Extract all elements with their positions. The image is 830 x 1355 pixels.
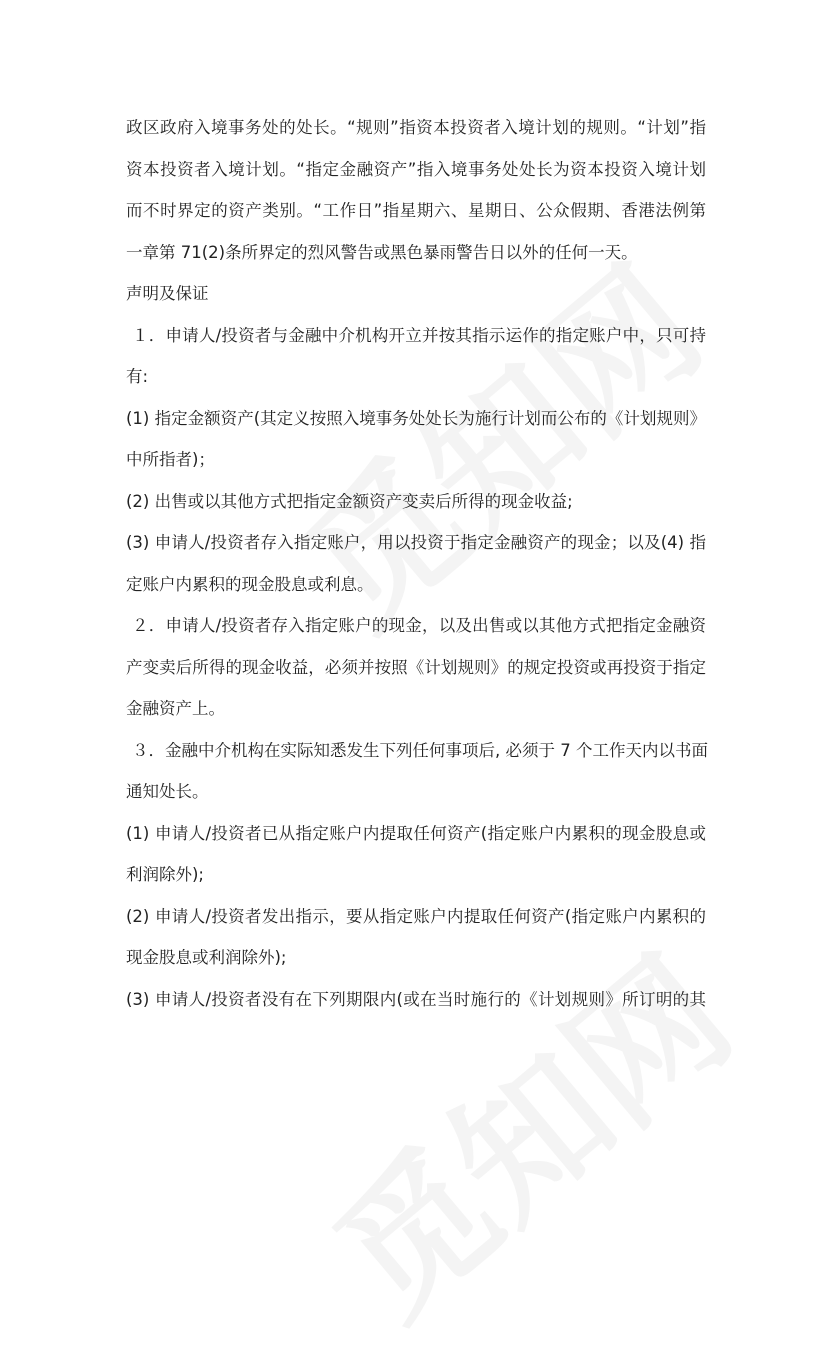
- text-line: 资本投资者入境计划。“指定金融资产”指入境事务处处长为资本投资入境计划: [126, 159, 706, 179]
- clause-3: ３．金融中介机构在实际知悉发生下列任何事项后, 必须于 7 个工作天内以书面: [132, 740, 708, 760]
- text-line: 政区政府入境事务处的处长。“规则”指资本投资者入境计划的规则。“计划”指: [126, 118, 706, 137]
- text-line: 而不时界定的资产类别。“工作日”指星期六、星期日、公众假期、香港法例第: [126, 201, 706, 220]
- clause-1: １．申请人/投资者与金融中介机构开立并按其指示运作的指定账户中，只可持: [132, 325, 706, 345]
- text-line: 有:: [126, 367, 149, 386]
- text-line: 利润除外);: [126, 865, 204, 884]
- clause-2: ２．申请人/投资者存入指定账户的现金，以及出售或以其他方式把指定金融资: [132, 616, 706, 635]
- list-item: (2) 出售或以其他方式把指定金额资产变卖后所得的现金收益;: [126, 491, 573, 511]
- text-line: 中所指者)；: [126, 450, 215, 469]
- document-body: [126, 107, 706, 1020]
- section-heading: 声明及保证: [126, 284, 209, 303]
- list-item: (1) 申请人/投资者已从指定账户内提取任何资产(指定账户内累积的现金股息或: [126, 823, 706, 843]
- text-line: 现金股息或利润除外);: [126, 948, 287, 967]
- list-item: (2) 申请人/投资者发出指示，要从指定账户内提取任何资产(指定账户内累积的: [126, 906, 706, 926]
- list-item: (3) 申请人/投资者存入指定账户，用以投资于指定金融资产的现金；以及(4) 指: [126, 533, 706, 552]
- text-line: 定账户内累积的现金股息或利息。: [126, 574, 374, 594]
- list-item: (1) 指定金额资产(其定义按照入境事务处处长为施行计划而公布的《计划规则》: [126, 408, 706, 428]
- text-line: 一章第 71(2)条所界定的烈风警告或黑色暴雨警告日以外的任何一天。: [126, 242, 638, 262]
- text-line: 通知处长。: [126, 782, 209, 801]
- list-item: (3) 申请人/投资者没有在下列期限内(或在当时施行的《计划规则》所订明的其: [126, 989, 706, 1009]
- text-line: 产变卖后所得的现金收益，必须并按照《计划规则》的规定投资或再投资于指定: [126, 657, 706, 677]
- text-line: 金融资产上。: [126, 699, 225, 718]
